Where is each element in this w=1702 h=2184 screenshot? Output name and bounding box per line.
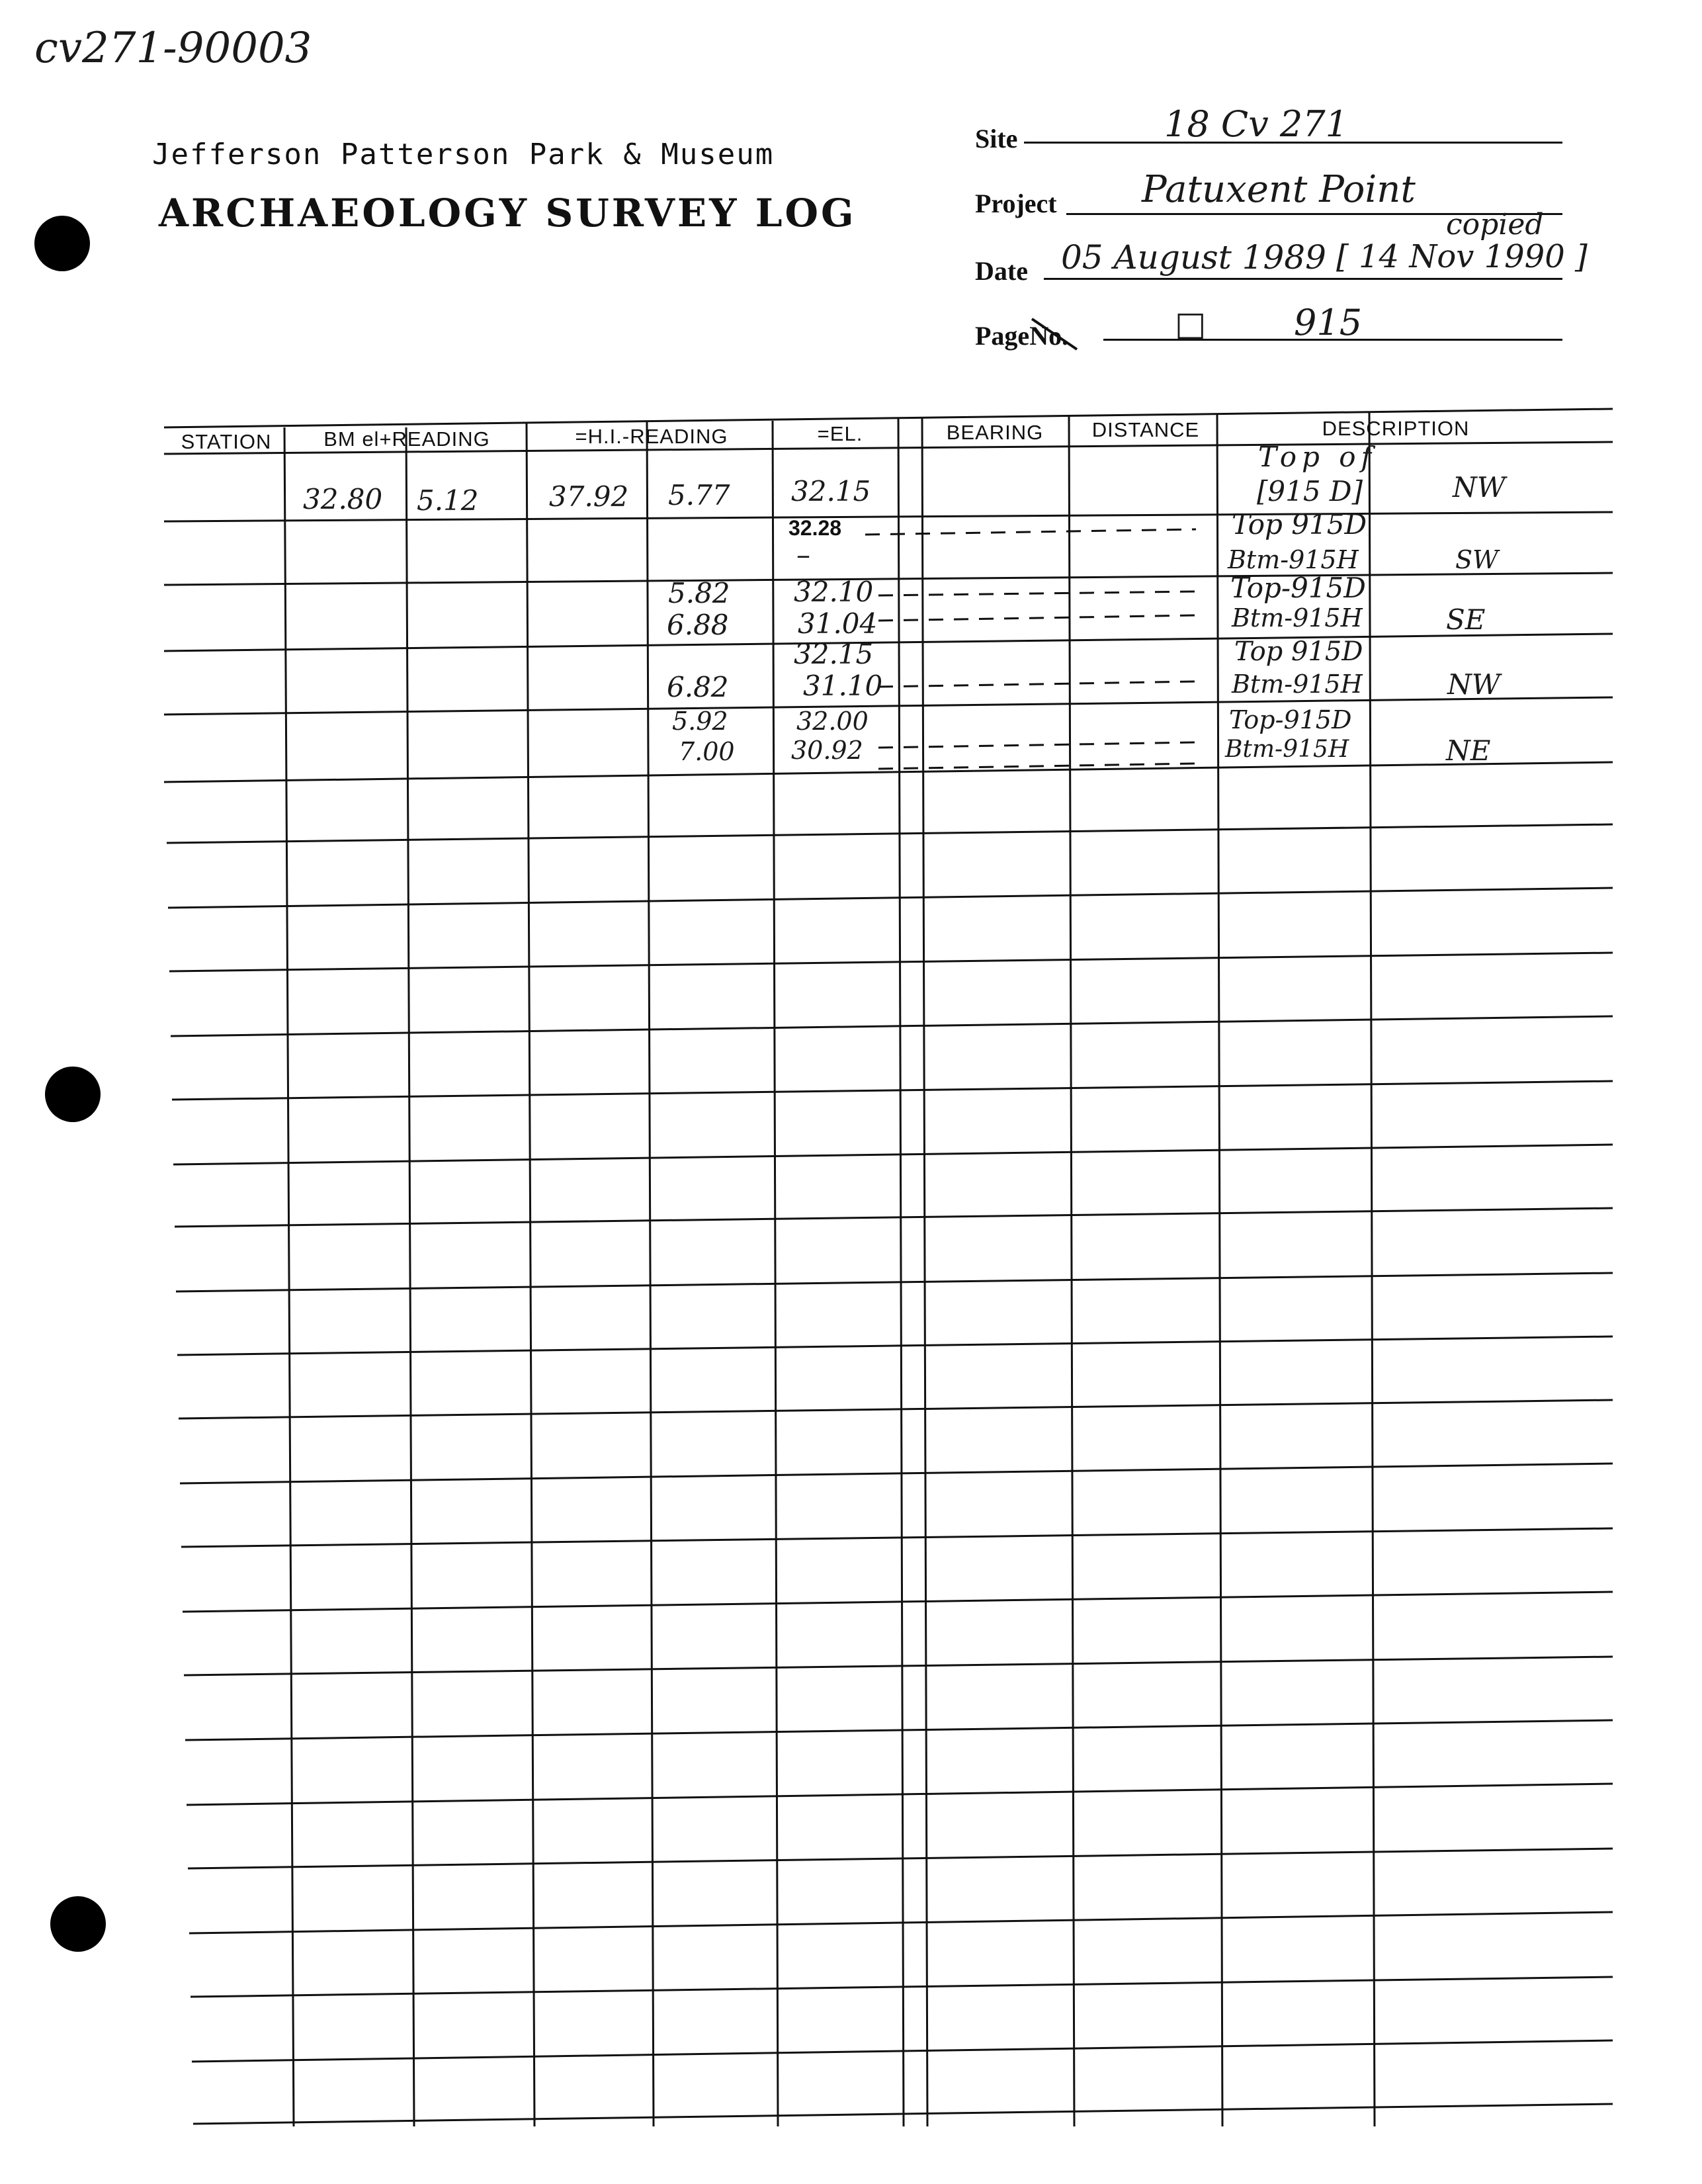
row3-description-2: Btm-915H (1232, 603, 1363, 633)
project-value: Patuxent Point (1142, 168, 1416, 211)
column-header-description: DESCRIPTION (1322, 417, 1470, 440)
date-copy-date: [ 14 Nov 1990 ] (1336, 238, 1588, 275)
row5-direction: NE (1446, 734, 1491, 767)
row1-description-top: Top of (1258, 441, 1377, 473)
row1-bm-elevation: 32.80 (303, 483, 383, 515)
row4-direction: NW (1447, 668, 1500, 701)
row5-description-2: Btm-915H (1225, 736, 1349, 763)
column-header-bearing: BEARING (946, 421, 1044, 444)
row3-elevation-2: 31.04 (798, 607, 878, 640)
row2-description-2: Btm-915H (1228, 545, 1359, 574)
row2-elevation: 32.28 (788, 516, 842, 540)
row3-direction: SE (1446, 603, 1486, 636)
column-header-el: =EL. (817, 422, 863, 445)
row4-elevation: 32.15 (794, 638, 874, 670)
organization-name: Jefferson Patterson Park & Museum (152, 138, 775, 171)
document-id: cv271-90003 (34, 24, 312, 73)
column-header-hi-reading: =H.I.-READING (575, 425, 728, 448)
row2-description: Top 915D (1232, 508, 1367, 541)
page-label-no: No. (1029, 321, 1069, 351)
row4-description-2: Btm-915H (1232, 670, 1363, 699)
column-header-distance: DISTANCE (1091, 418, 1200, 441)
row1-hi-reading: 5.77 (668, 479, 730, 511)
row1-bm-reading: 5.12 (417, 484, 479, 517)
punch-hole-middle (45, 1067, 101, 1122)
row3-reading: 5.82 (668, 577, 730, 609)
row5-reading: 5.92 (672, 707, 728, 736)
survey-table-grid (164, 404, 1613, 2126)
punch-hole-bottom (50, 1896, 106, 1952)
row1-elevation: 32.15 (791, 475, 871, 507)
date-underline (1044, 278, 1562, 280)
date-value: 05 August 1989 (1061, 238, 1326, 277)
row4-elevation-2: 31.10 (803, 670, 883, 702)
row1-description: [915 D] (1257, 475, 1363, 507)
site-label: Site (975, 124, 1018, 153)
column-header-bm-reading: BM el+READING (323, 427, 490, 451)
site-value: 18 Cv 271 (1164, 103, 1348, 145)
row5-elevation: 32.00 (796, 707, 869, 736)
page-box-mark: □ (1175, 304, 1207, 343)
punch-hole-top (34, 216, 90, 271)
page-label-page: Page (975, 321, 1030, 351)
row4-description: Top 915D (1234, 636, 1363, 667)
row2-elevation-dash: – (796, 539, 810, 571)
row3-reading-2: 6.88 (667, 609, 729, 641)
row5-description: Top-915D (1229, 705, 1352, 734)
page-value: 915 (1294, 302, 1363, 343)
row5-elevation-2: 30.92 (791, 736, 863, 765)
column-header-station: STATION (181, 430, 272, 453)
date-label: Date (975, 256, 1028, 286)
form-title: ARCHAEOLOGY SURVEY LOG (159, 191, 857, 236)
row5-reading-2: 7.00 (679, 737, 735, 766)
project-label: Project (975, 189, 1057, 218)
row1-hi: 37.92 (549, 480, 629, 513)
row4-reading-2: 6.82 (667, 671, 729, 703)
page-strike-mark (1029, 314, 1082, 353)
row2-direction: SW (1455, 545, 1499, 574)
row1-direction: NW (1453, 471, 1506, 503)
row3-elevation: 32.10 (794, 576, 874, 608)
date-copied-note: copied (1446, 208, 1544, 241)
row3-description: Top-915D (1230, 572, 1366, 604)
